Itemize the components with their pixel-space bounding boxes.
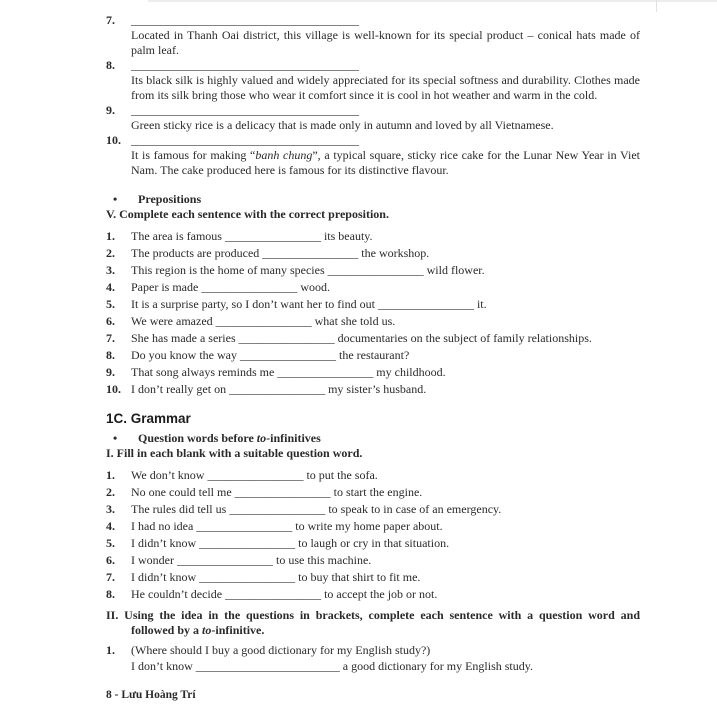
list-item: [106, 296, 640, 312]
list-item: [106, 228, 640, 244]
item-number: 9.: [106, 365, 115, 379]
item-number: 6.: [106, 314, 115, 328]
list-item: [106, 552, 640, 568]
sentence-text: The area is famous ________________ its beauty.: [131, 229, 373, 243]
item-number: 10.: [106, 382, 121, 396]
sentence-text: We were amazed ________________ what she told us.: [131, 314, 396, 328]
bullet-icon: •: [113, 431, 118, 445]
sentence-text: No one could tell me ________________ to start the engine.: [131, 485, 423, 499]
list-item: [106, 569, 640, 585]
sentence-text: I didn’t know ________________ to buy that shirt to fit me.: [131, 570, 421, 584]
exercise-ii-instruction: II. Using the idea in the questions in brackets, complete each sentence with a question word and followed by a to-infinitive.: [106, 608, 640, 637]
scan-artifact-right: [656, 0, 657, 12]
item-description: Its black silk is highly valued and widely appreciated for its special softness and durability. Clothes made from its silk bring those who wear it comfort since it is cool in hot weather and warm in the cold.: [131, 73, 640, 102]
list-item: [106, 586, 640, 602]
item-number: 3.: [106, 263, 115, 277]
sentence-text: We don’t know ________________ to put the sofa.: [131, 468, 378, 482]
prepositions-list: [106, 228, 640, 397]
item-number: 4.: [106, 519, 115, 533]
bracket-question: (Where should I buy a good dictionary for my English study?): [131, 643, 431, 657]
list-item: [106, 133, 640, 178]
sentence-text: I had no idea ________________ to write my home paper about.: [131, 519, 443, 533]
sentence-text: Paper is made ________________ wood.: [131, 280, 330, 294]
list-item: [106, 518, 640, 534]
sentence-text: I didn’t know ________________ to laugh or cry in that situation.: [131, 536, 450, 550]
item-number: 2.: [106, 246, 115, 260]
blank-line: ______________________________________: [131, 58, 359, 72]
grammar-section-title: 1C. Grammar: [106, 411, 191, 426]
scan-artifact-top: [148, 0, 717, 2]
item-number: 1.: [106, 468, 115, 482]
item-number: 4.: [106, 280, 115, 294]
sentence-text: The products are produced ________________ the workshop.: [131, 246, 430, 260]
item-number: 5.: [106, 297, 115, 311]
sentence-text: She has made a series ________________ documentaries on the subject of family relationships.: [131, 331, 592, 345]
sentence-text: Do you know the way ________________ the restaurant?: [131, 348, 410, 362]
prepositions-section: [106, 192, 640, 397]
item-number: 1.: [106, 643, 115, 657]
list-item: [106, 467, 640, 483]
sentence-text: That song always reminds me ________________ my childhood.: [131, 365, 446, 379]
item-number: 5.: [106, 536, 115, 550]
sentence-text: The rules did tell us ________________ to speak to in case of an emergency.: [131, 502, 502, 516]
item-number: 2.: [106, 485, 115, 499]
sentence-text: It is a surprise party, so I don’t want her to find out ________________ it.: [131, 297, 487, 311]
item-number: 7.: [106, 13, 115, 27]
grammar-subheading-label: Question words before to-infinitives: [138, 431, 321, 445]
item-description: It is famous for making “banh chung”, a typical square, sticky rice cake for the Lunar New Year in Viet Nam. The cake produced here is famous for its distinctive flavour.: [131, 148, 640, 177]
footer-credit: 8 - Lưu Hoàng Trí: [106, 689, 196, 701]
item-number: 9.: [106, 103, 115, 117]
list-item: [106, 484, 640, 500]
list-item: [106, 313, 640, 329]
item-number: 7.: [106, 570, 115, 584]
item-number: 8.: [106, 587, 115, 601]
item-number: 8.: [106, 58, 115, 72]
item-number: 3.: [106, 502, 115, 516]
grammar-section: [106, 410, 640, 674]
question-word-list: [106, 467, 640, 602]
list-item: [106, 279, 640, 295]
list-item: [106, 501, 640, 517]
sentence-text: I don’t really get on ________________ my sister’s husband.: [131, 382, 427, 396]
exercise-i-instruction: I. Fill in each blank with a suitable question word.: [106, 446, 363, 460]
item-description: Located in Thanh Oai district, this village is well-known for its special product – conical hats made of palm leaf.: [131, 28, 640, 57]
item-number: 1.: [106, 229, 115, 243]
answer-line: I don’t know ________________________ a good dictionary for my English study.: [131, 659, 533, 673]
list-item: [106, 381, 640, 397]
list-item: [106, 103, 640, 133]
bullet-icon: •: [113, 192, 118, 206]
prepositions-heading: [106, 192, 640, 207]
list-item: [106, 330, 640, 346]
sentence-text: He couldn’t decide ________________ to accept the job or not.: [131, 587, 438, 601]
prepositions-heading-label: Prepositions: [138, 192, 202, 206]
list-item: [106, 245, 640, 261]
exercise-v-instruction: V. Complete each sentence with the correct preposition.: [106, 207, 389, 221]
item-number: 10.: [106, 133, 121, 147]
page-content: [106, 13, 640, 675]
list-item: [106, 262, 640, 278]
item-number: 7.: [106, 331, 115, 345]
item-number: 8.: [106, 348, 115, 362]
list-item: [106, 364, 640, 380]
list-item: [106, 535, 640, 551]
list-item: [106, 13, 640, 58]
blank-line: ______________________________________: [131, 133, 359, 147]
blank-line: ______________________________________: [131, 103, 359, 117]
list-item: [106, 58, 640, 103]
list-item: [106, 642, 640, 674]
sentence-text: This region is the home of many species ________________ wild flower.: [131, 263, 485, 277]
blank-line: ______________________________________: [131, 13, 359, 27]
item-description: Green sticky rice is a delicacy that is made only in autumn and loved by all Vietnamese.: [131, 118, 554, 132]
village-naming-section: [106, 13, 640, 178]
item-number: 6.: [106, 553, 115, 567]
grammar-subheading: [106, 431, 640, 446]
list-item: [106, 347, 640, 363]
sentence-text: I wonder ________________ to use this machine.: [131, 553, 372, 567]
rewrite-list: [106, 642, 640, 674]
